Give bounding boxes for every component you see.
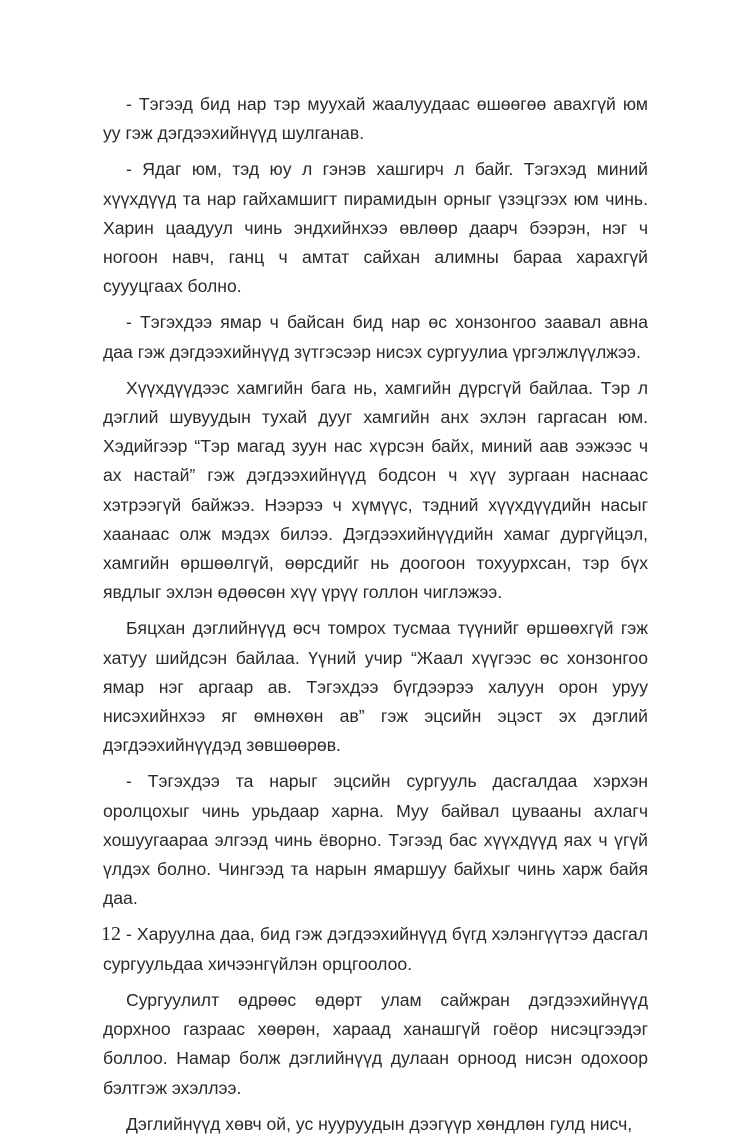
paragraph-4: Хүүхдүүдээс хамгийн бага нь, хамгийн дүрсгүй байлаа. Тэр л дэглий шувуудын тухай дууг хамгийн анх эхлэн гаргасан юм. Хэдийгээр “Тэр магад зуун нас хүрсэн байх, миний аав ээжээс ч ах настай” гэж дэгдээхийнүүд бодсон ч хүү зургаан наснаас хэтрээгүй байжээ. Нээрээ ч хүмүүс, тэдний хүүхдүүдийн насыг хаанаас олж мэдэх билээ. Дэгдээхийнүүдийн хамаг дургүйцэл, хамгийн өршөөлгүй, өөрсдийг нь доогоон тохуурхсан, тэр бүх явдлыг эхлэн өдөөсөн хүү үрүү голлон чиглэжээ.	[103, 377, 648, 603]
paragraph-1: - Тэгээд бид нар тэр муухай жаалуудаас өшөөгөө авахгүй юм уу гэж дэгдээхийнүүд шулганав.	[103, 94, 648, 144]
paragraph-5: Бяцхан дэглийнүүд өсч томрох тусмаа түүнийг өршөөхгүй гэж хатуу шийдсэн байлаа. Үүний учир “Жаал хүүгээс өс хонзонгоо ямар нэг аргаар ав. Тэгэхдээ бүгдээрээ халуун орон уруу нисэхийнхээ яг өмнөхөн ав” гэж эцсийн эцэст эх дэглий дэгдээхийнүүдэд зөвшөөрөв.	[103, 618, 648, 756]
paragraph-9: Дэглийнүүд хөвч ой, ус нууруудын дээгүүр хөндлөн гулд нисч,	[126, 1113, 633, 1134]
body-text	[103, 90, 648, 1146]
page-number: 12	[101, 923, 121, 945]
paragraph-2: - Ядаг юм, тэд юу л гэнэв хашгирч л байг. Тэгэхэд миний хүүхдүүд та нар гайхамшигт пирамидын орныг үзэцгээх юм чинь. Харин цаадуул чинь эндхийнхээ өвлөөр даарч бээрэн, нэг ч ногоон навч, ганц ч амтат сайхан алимны бараа харахгүй суууцгаах болно.	[103, 159, 648, 297]
paragraph-7: - Харуулна даа, бид гэж дэгдээхийнүүд бүгд хэлэнгүүтээ дасгал сургуульдаа хичээнгүйлэн орцгоолоо.	[103, 924, 648, 974]
paragraph-6: - Тэгэхдээ та нарыг эцсийн сургууль дасгалдаа хэрхэн оролцохыг чинь урьдаар харна. Муу байвал цувааны ахлагч хошуугаараа элгээд чинь ёворно. Тэгээд бас хүүхдүүд яах ч үгүй үлдэх болно. Чингээд та нарын ямаршуу байхыг чинь харж байя даа.	[103, 771, 648, 909]
paragraph-8: Сургуулилт өдрөөс өдөрт улам сайжран дэгдээхийнүүд дорхноо газраас хөөрөн, хараад ханашгүй гоёор нисэцгээдэг боллоо. Намар болж дэглийнүүд дулаан орноод нисэн одохоор бэлтгэж эхэллээ.	[103, 989, 648, 1098]
paragraph-3: - Тэгэхдээ ямар ч байсан бид нар өс хонзонгоо заавал авна даа гэж дэгдээхийнүүд зүтгэсээр нисэх сургуулиа үргэлжлүүлжээ.	[103, 312, 648, 362]
